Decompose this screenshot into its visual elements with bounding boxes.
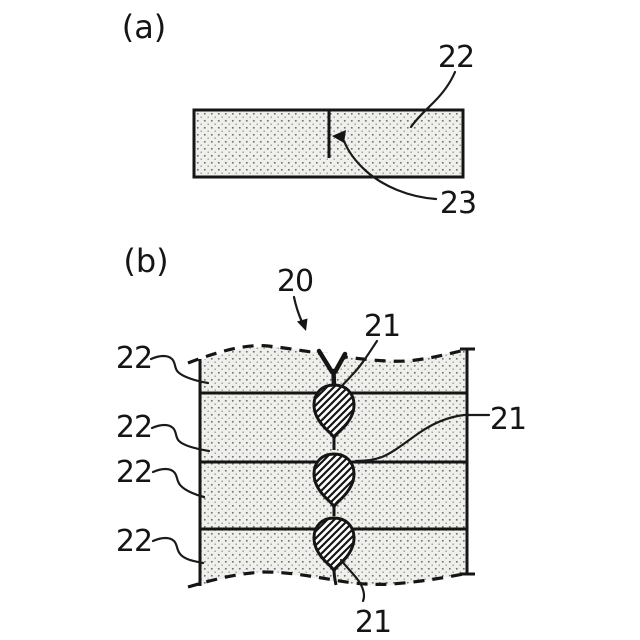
ref-22-plate4-label: 22	[115, 524, 153, 559]
ref-22-plate3-label: 22	[115, 455, 153, 490]
panel-a	[122, 8, 476, 221]
down-arrowhead-icon	[297, 319, 308, 332]
ref-20-label: 20	[276, 264, 314, 299]
panel-b-label: (b)	[123, 242, 169, 280]
leader-ref-22-plate3	[153, 469, 204, 497]
ref-21-bottom-label: 21	[354, 605, 392, 640]
ref-22-plate1-label: 22	[115, 341, 153, 376]
ref-22a-label: 22	[437, 40, 475, 75]
ref-22-plate2-label: 22	[115, 410, 153, 445]
leader-ref-20	[294, 297, 302, 322]
ref-23-label: 23	[439, 186, 477, 221]
ref-21-top-label: 21	[363, 309, 401, 344]
panel-b	[116, 242, 526, 640]
ref-21-right-label: 21	[489, 402, 527, 437]
leader-ref-22-plate4	[153, 538, 203, 563]
panel-a-label: (a)	[121, 8, 167, 46]
